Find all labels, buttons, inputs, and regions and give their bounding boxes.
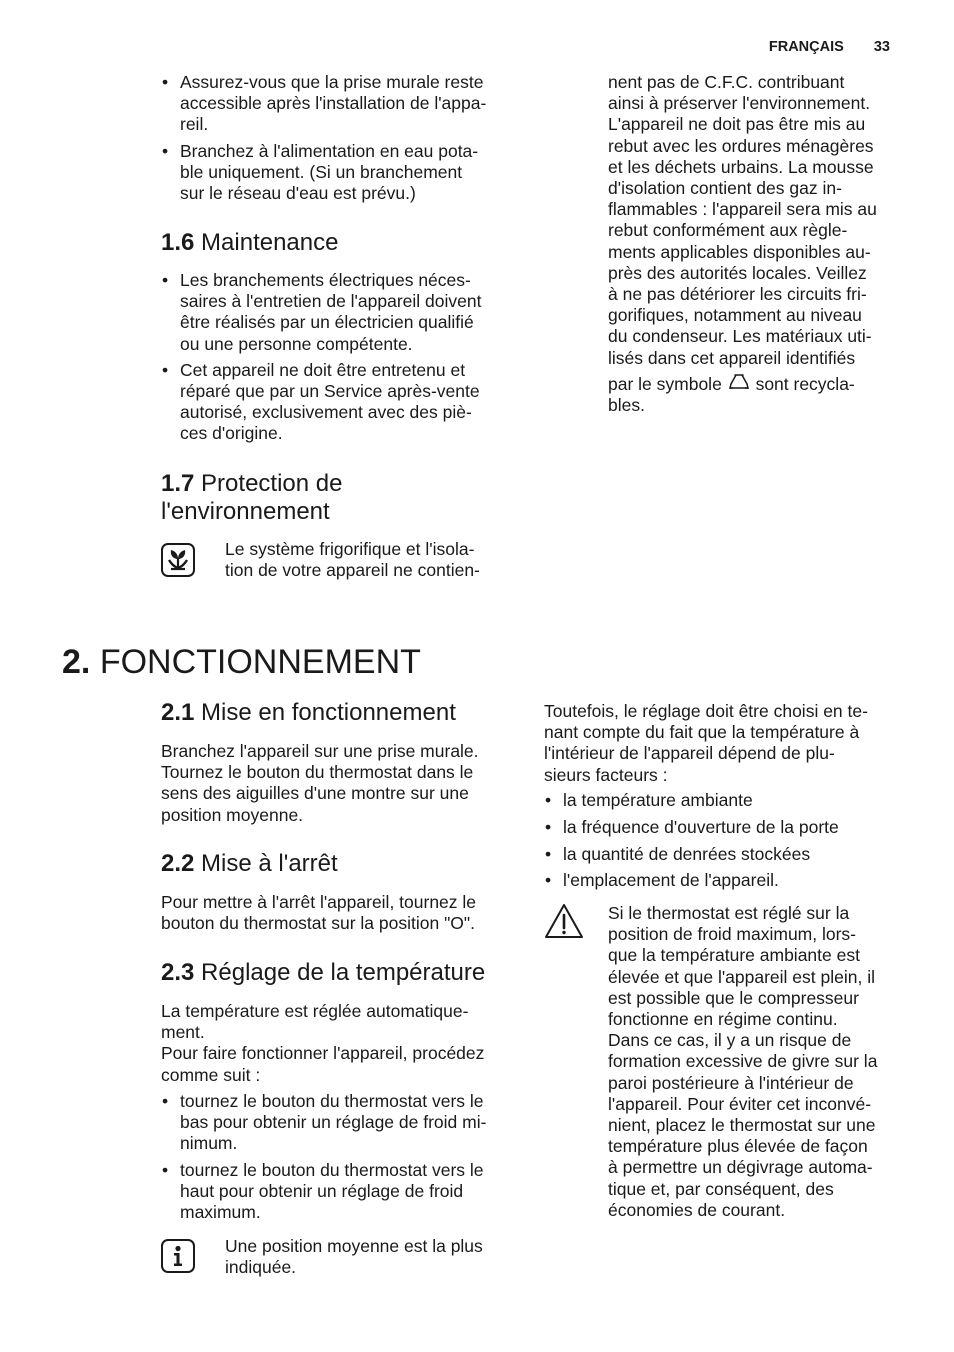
chapter-heading [62,642,421,682]
recycle-icon [727,372,751,394]
intro-bullet-list [161,72,521,204]
section-title: Maintenance [201,229,339,256]
section-title-line1: Protection de [201,470,343,497]
recycle-last-line: bles. [608,395,645,416]
recycle-before: par le symbole [608,373,722,394]
section-2-3-text: La température est réglée automatique- ment. Pour faire fonctionner l'appareil, procédez comme suit : [161,1001,485,1085]
list-item: • la quantité de denrées stockées [544,844,904,865]
section-heading-2-1 [161,699,456,727]
col2-intro: Toutefois, le réglage doit être choisi en te- nant compte du fait que la température à l'intérieur de l'appareil dépend de plu- sieurs facteurs : [544,701,868,785]
section-title-line2: l'environnement [161,498,330,525]
temperature-bullet-list [161,1091,521,1223]
list-item: • Branchez à l'alimentation en eau pota- ble uniquement. (Si un branchement sur le réseau d'eau est prévu.) [161,141,521,205]
section-heading-2-2 [161,850,338,878]
recycle-line [608,372,908,395]
environment-note: Le système frigorifique et l'isola- tion de votre appareil ne contien- [225,539,480,581]
section-title: Mise à l'arrêt [201,850,338,877]
warning-note: Si le thermostat est réglé sur la position de froid maximum, lors- que la température ambiante est élevée et que l'appareil est plein, il est possible que le compresseur fonctionne en régime continu. Dans ce cas, il y a un risque de formation excessive de givre sur la paroi postérieure à l'intérieur de l'appareil. Pour éviter cet inconvé- nient, placez le thermostat sur une température plus élevée de façon à permettre un dégivrage automa- tique et, par conséquent, des économies de courant. [608,903,878,1220]
section-heading-1-6 [161,229,338,257]
recycle-after: sont recycla- [755,373,855,394]
section-title: Mise en fonctionnement [201,699,456,726]
list-item: • tournez le bouton du thermostat vers le bas pour obtenir un réglage de froid mi- nimum. [161,1091,521,1155]
list-item: • la fréquence d'ouverture de la porte [544,817,904,838]
list-item: • Assurez-vous que la prise murale reste accessible après l'installation de l'appa- reil. [161,72,521,136]
environment-paragraph [608,72,908,416]
maintenance-bullet-list [161,270,521,445]
section-number: 2.1 [161,699,195,726]
list-item: • la température ambiante [544,790,904,811]
section-2-2-text: Pour mettre à l'arrêt l'appareil, tournez le bouton du thermostat sur la position "O". [161,892,477,934]
chapter-title: FONCTIONNEMENT [99,643,421,681]
chapter-number: 2. [62,643,91,681]
section-heading-1-7 [161,470,342,526]
environment-leaf-icon [161,543,195,577]
warning-triangle-icon [544,902,584,940]
section-number: 1.6 [161,229,195,256]
header-language: FRANÇAIS [768,39,844,55]
factors-bullet-list [544,790,904,892]
list-item: • Cet appareil ne doit être entretenu et réparé que par un Service après-vente autorisé, exclusivement avec des piè- ces d'origine. [161,360,521,445]
list-item: • l'emplacement de l'appareil. [544,870,904,891]
section-title: Réglage de la température [201,959,486,986]
section-number: 2.2 [161,850,195,877]
list-item: • Les branchements électriques néces- saires à l'entretien de l'appareil doivent être réalisés par un électricien qualifié ou une personne compétente. [161,270,521,355]
info-icon [161,1239,195,1273]
page-header [700,39,890,59]
section-number: 1.7 [161,470,195,497]
section-2-1-text: Branchez l'appareil sur une prise murale. Tournez le bouton du thermostat dans le sens des aiguilles d'une montre sur une position moyenne. [161,741,479,825]
environment-paragraph-text: nent pas de C.F.C. contribuant ainsi à préserver l'environnement. L'appareil ne doit pas être mis au rebut avec les ordures ménagères et les déchets urbains. La mousse d'isolation contient des gaz in- flammables : l'appareil sera mis au rebut conformément aux règle- ments applicables disponibles au- près des autorités locales. Veillez à ne pas détériorer les circuits fri- gorifiques, notamment au niveau du condenseur. Les matériaux uti- lisés dans cet appareil identifiés [608,72,877,368]
list-item: • tournez le bouton du thermostat vers le haut pour obtenir un réglage de froid maximum. [161,1160,521,1224]
info-note: Une position moyenne est la plus indiquée. [225,1236,483,1278]
section-number: 2.3 [161,959,195,986]
header-page-number: 33 [873,39,890,55]
section-heading-2-3 [161,959,485,987]
